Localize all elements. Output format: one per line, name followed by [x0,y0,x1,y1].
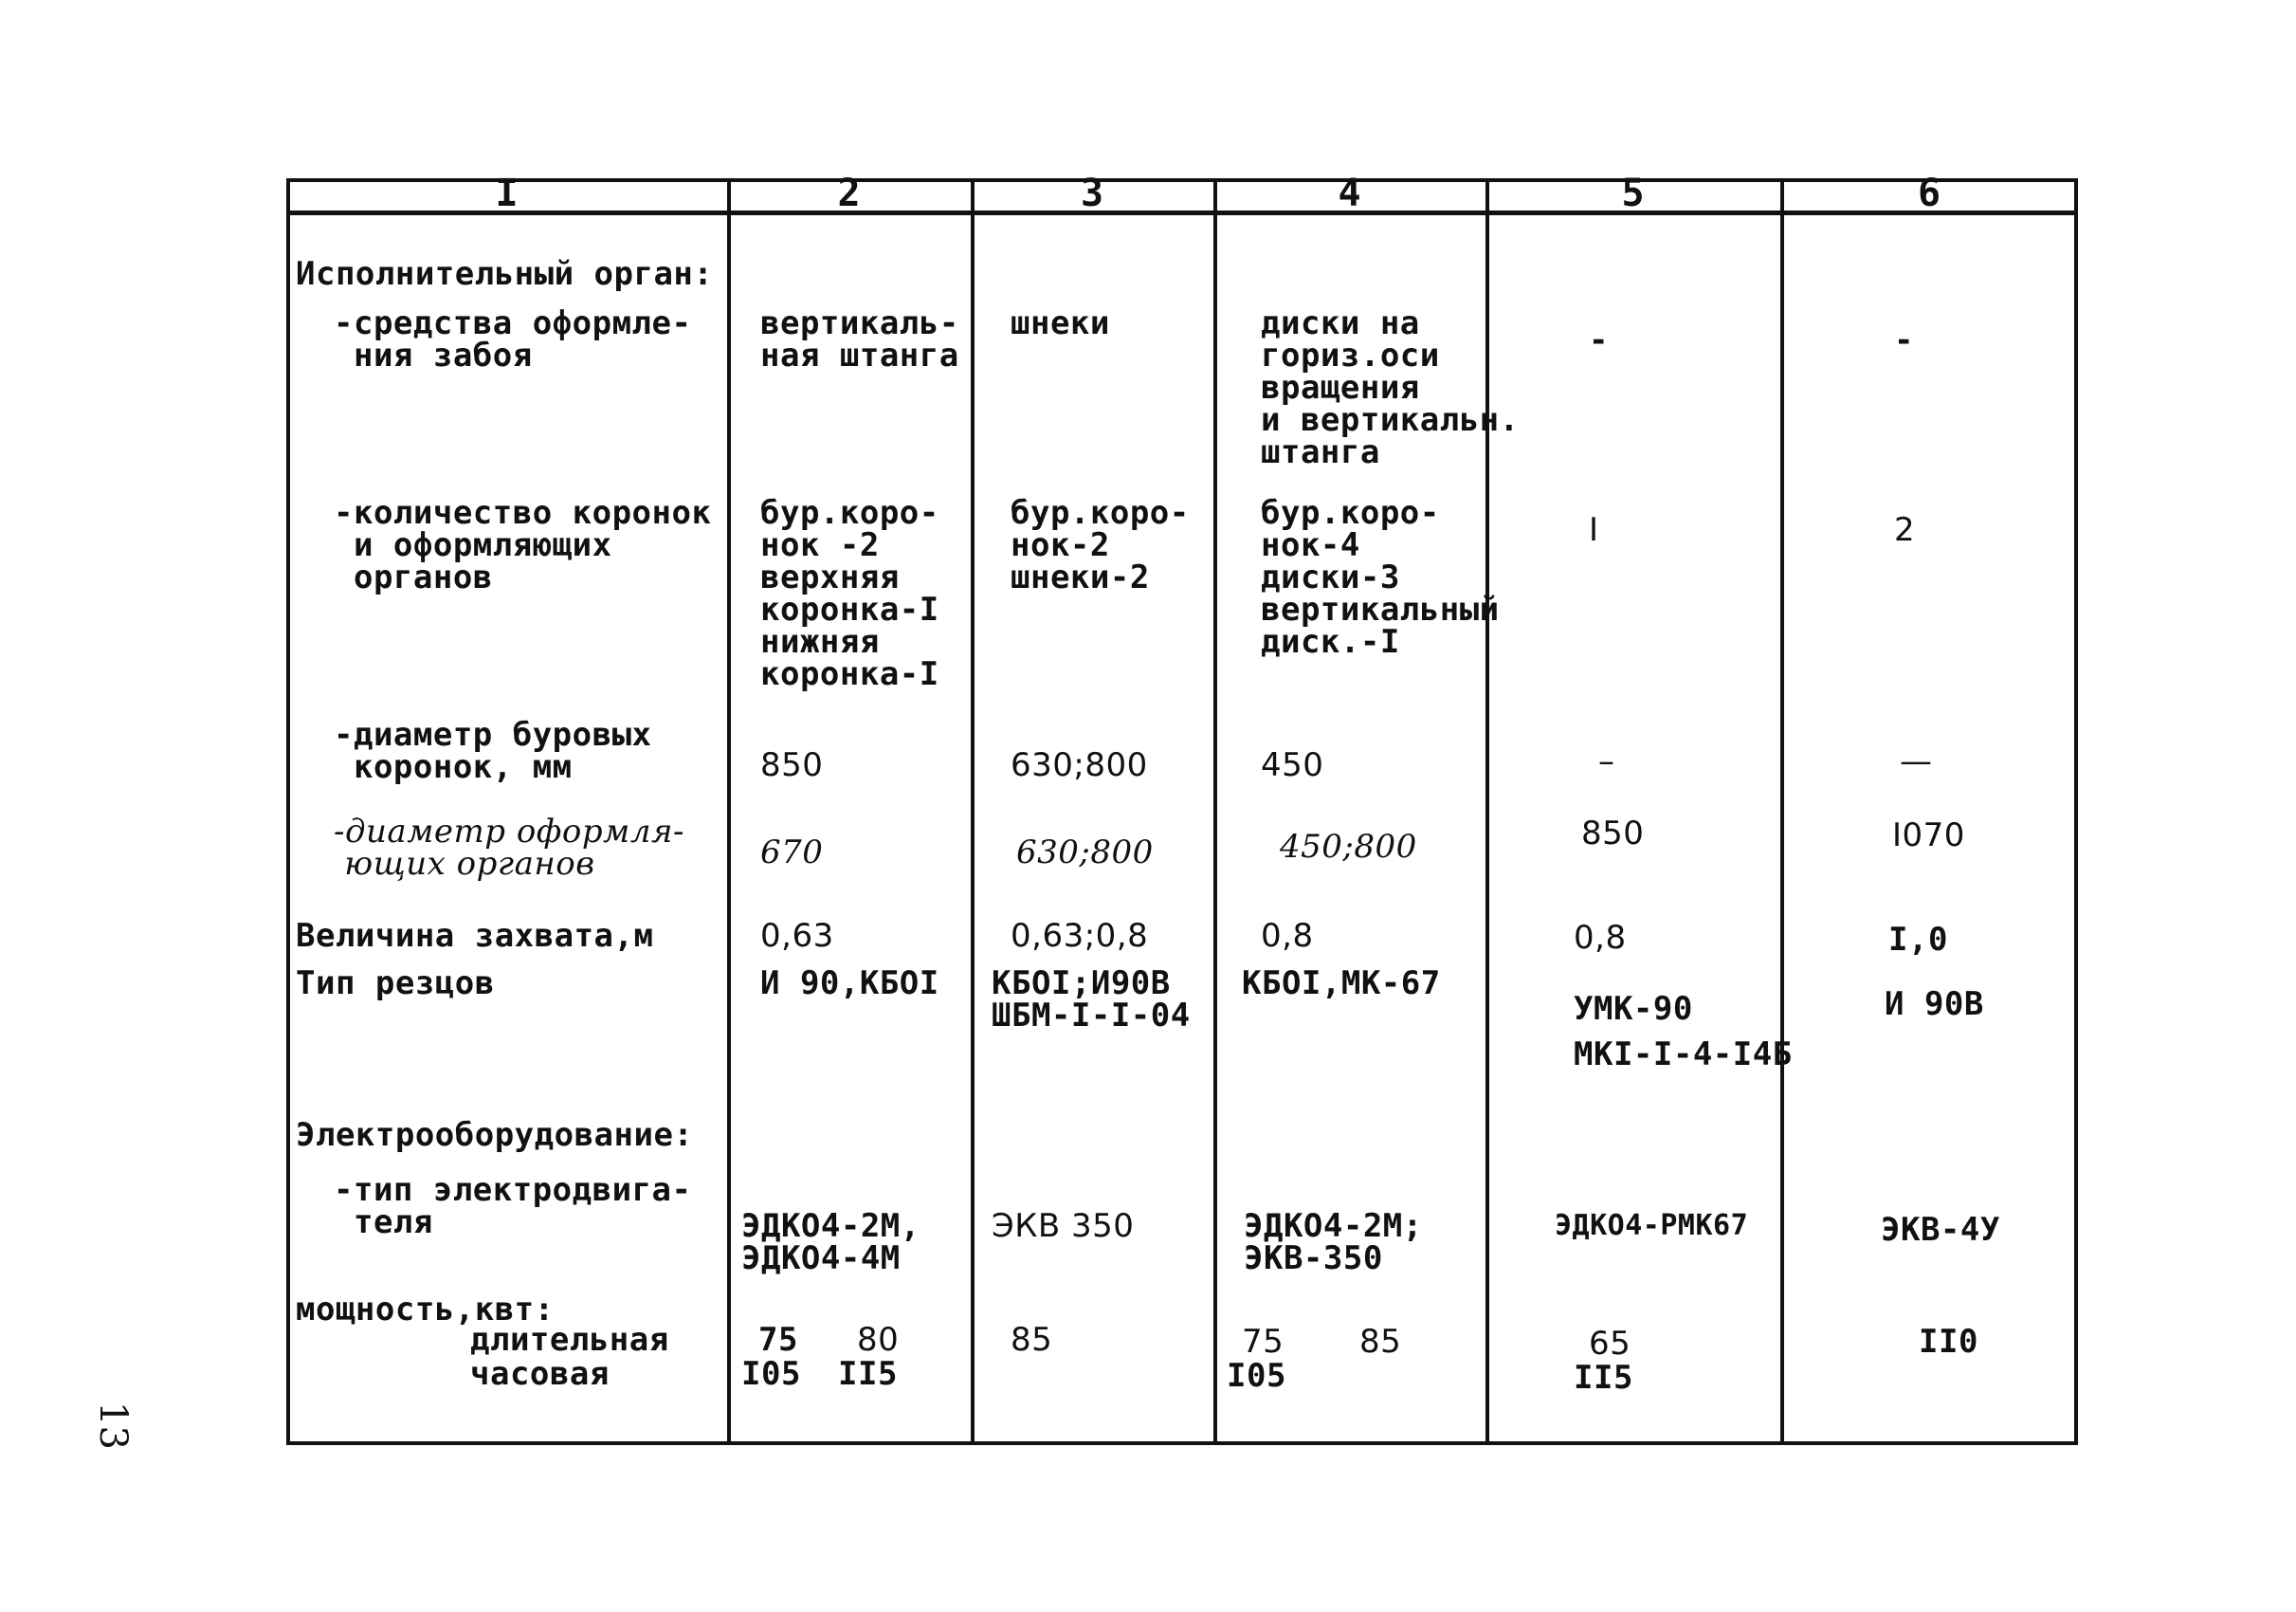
column-header-2: 2 [837,172,861,215]
cell-bit-diameter-5: – [1598,742,1615,780]
power-sub-long: длительная [470,1321,669,1359]
cell-bit-diameter-2: 850 [760,746,824,784]
cell-capture-4: 0,8 [1261,917,1314,955]
cell-power-4-long-b: 85 [1359,1323,1402,1361]
row-label-organ-diameter: -диаметр оформля- ющих органов [334,813,684,883]
cell-organ-diameter-4: 450;800 [1280,828,1417,866]
cell-motor-type-3: ЭКВ 350 [992,1207,1135,1245]
cell-power-3: 85 [1011,1321,1053,1359]
row-label-bits-count: -количество коронок и оформляющих органов [334,494,712,596]
cell-power-6: II0 [1919,1323,1978,1361]
column-header-4: 4 [1338,172,1361,215]
row-label-face-tools: -средства оформле- ния забоя [334,304,692,375]
column-header-1: I [495,172,519,215]
row-label-motor-type: -тип электродвига- теля [334,1171,692,1241]
cell-bit-diameter-6: — [1900,742,1933,780]
cell-face-tools-5: - [1589,321,1609,359]
section-title-exec-organ: Исполнительный орган: [296,255,714,293]
cell-cutters-4: КБОI,МК-67 [1242,964,1441,1002]
cell-capture-5: 0,8 [1574,919,1627,957]
column-header-3: 3 [1080,172,1104,215]
cell-power-2-long-b: 80 [857,1321,900,1359]
cell-organ-diameter-3: 630;800 [1016,833,1154,871]
cell-power-5-long: 65 [1589,1325,1631,1363]
cell-capture-6: I,0 [1888,921,1948,959]
cell-face-tools-4: диски на гориз.оси вращения и вертикальн. штанга [1261,304,1520,471]
row-label-bit-diameter: -диаметр буровых коронок, мм [334,716,652,786]
column-divider [1213,178,1217,1445]
column-header-6: 6 [1917,172,1941,215]
cell-face-tools-6: - [1894,321,1914,359]
cell-power-4-hour: I05 [1227,1357,1286,1395]
cell-bits-count-3: бур.коро- нок-2 шнеки-2 [1011,494,1190,596]
cell-organ-diameter-6: I070 [1892,816,1965,854]
cell-cutters-3: КБОI;И90В ШБМ-I-I-04 [992,964,1191,1035]
cell-power-4-long-a: 75 [1242,1323,1285,1361]
cell-bits-count-5: I [1589,511,1599,549]
cell-motor-type-2: ЭДКО4-2М, ЭДКО4-4М [741,1207,920,1277]
section-title-electro: Электрооборудование: [296,1116,694,1154]
cell-cutters-5: УМК-90 МКI-I-4-I4Б [1574,990,1793,1073]
column-divider [1780,178,1784,1445]
cell-bit-diameter-3: 630;800 [1011,746,1148,784]
cell-bits-count-4: бур.коро- нок-4 диски-3 вертикальный диск.-I [1261,494,1500,661]
cell-cutters-2: И 90,КБОI [760,964,939,1002]
column-divider [727,178,731,1445]
cell-cutters-6: И 90В [1885,985,1984,1023]
cell-face-tools-2: вертикаль- ная штанга [760,304,959,375]
row-label-cutters: Тип резцов [296,964,495,1002]
cell-power-2-long-a: 75 [758,1321,798,1359]
cell-bits-count-6: 2 [1894,511,1916,549]
power-sub-hour: часовая [470,1355,610,1393]
column-header-5: 5 [1621,172,1645,215]
cell-power-5-hour: II5 [1574,1359,1633,1397]
column-divider [971,178,975,1445]
cell-bit-diameter-4: 450 [1261,746,1324,784]
row-label-power: мощность,квт: [296,1291,555,1328]
cell-power-2-hour-a: I05 [741,1355,801,1393]
page-number: 13 [91,1401,135,1450]
cell-capture-2: 0,63 [760,917,834,955]
cell-motor-type-4: ЭДКО4-2М; ЭКВ-350 [1244,1207,1423,1277]
cell-motor-type-5: ЭДКО4-РМК67 [1555,1209,1749,1242]
cell-face-tools-3: шнеки [1011,304,1110,342]
cell-power-2-hour-b: II5 [838,1355,898,1393]
cell-capture-3: 0,63;0,8 [1011,917,1149,955]
cell-organ-diameter-2: 670 [760,833,824,871]
cell-organ-diameter-5: 850 [1581,815,1645,852]
cell-bits-count-2: бур.коро- нок -2 верхняя коронка-I нижняя коронка-I [760,494,939,693]
row-label-capture: Величина захвата,м [296,917,654,955]
cell-motor-type-6: ЭКВ-4У [1881,1211,2000,1249]
